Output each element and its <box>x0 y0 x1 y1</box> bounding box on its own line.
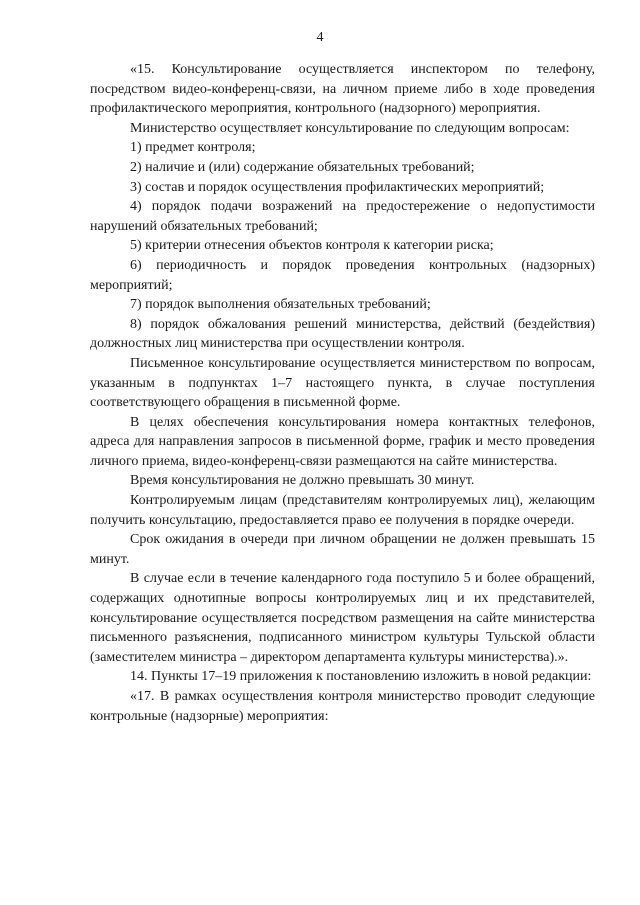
document-body <box>90 60 595 726</box>
paragraph-written-clarification: В случае если в течение календарного года поступило 5 и более обращений, содержащих однотипные вопросы контролируемых лиц и их представителей, консультирование осуществляется посредством размещения на сайте министерства письменного разъяснения, подписанного министром культуры Тульской области (заместителем министра – директором департамента культуры министерства).». <box>90 571 595 665</box>
list-item-6: 6) периодичность и порядок проведения контрольных (надзорных) мероприятий; <box>90 257 595 293</box>
list-item-8: 8) порядок обжалования решений министерства, действий (бездействия) должностных лиц министерства при осуществлении контроля. <box>90 316 595 352</box>
paragraph-17-intro: «17. В рамках осуществления контроля министерство проводит следующие контрольные (надзорные) мероприятия: <box>90 689 595 724</box>
paragraph-15-intro: «15. Консультирование осуществляется инспектором по телефону, посредством видео-конференц-связи, на личном приеме либо в ходе проведения профилактического мероприятия, контрольного (надзорного) мероприятия. <box>90 62 595 117</box>
list-item-3: 3) состав и порядок осуществления профилактических мероприятий; <box>130 179 545 195</box>
paragraph-consulting-topics: Министерство осуществляет консультирование по следующим вопросам: <box>130 120 570 136</box>
paragraph-written-consulting: Письменное консультирование осуществляется министерством по вопросам, указанным в подпунктах 1–7 настоящего пункта, в случае поступления соответствующего обращения в письменной форме. <box>90 355 595 411</box>
paragraph-contact-info: В целях обеспечения консультирования номера контактных телефонов, адреса для направления запросов в письменной форме, график и место проведения личного приема, видео-конференц-связи размещаются на сайте министерства. <box>90 414 595 469</box>
paragraph-queue-wait: Срок ожидания в очереди при личном обращении не должен превышать 15 минут. <box>90 532 595 567</box>
list-item-5: 5) критерии отнесения объектов контроля к категории риска; <box>130 238 494 254</box>
list-item-1: 1) предмет контроля; <box>130 140 256 156</box>
paragraph-queue-right: Контролируемым лицам (представителям контролируемых лиц), желающим получить консультацию, предоставляется право ее получения в порядке очереди. <box>90 493 595 528</box>
paragraph-consulting-time: Время консультирования не должно превышать 30 минут. <box>130 473 475 489</box>
list-item-2: 2) наличие и (или) содержание обязательных требований; <box>130 159 475 175</box>
paragraph-item-14: 14. Пункты 17–19 приложения к постановлению изложить в новой редакции: <box>130 669 592 685</box>
page-number: 4 <box>316 30 324 45</box>
list-item-7: 7) порядок выполнения обязательных требований; <box>130 297 431 313</box>
list-item-4: 4) порядок подачи возражений на предостережение о недопустимости нарушений обязательных требований; <box>90 199 595 234</box>
